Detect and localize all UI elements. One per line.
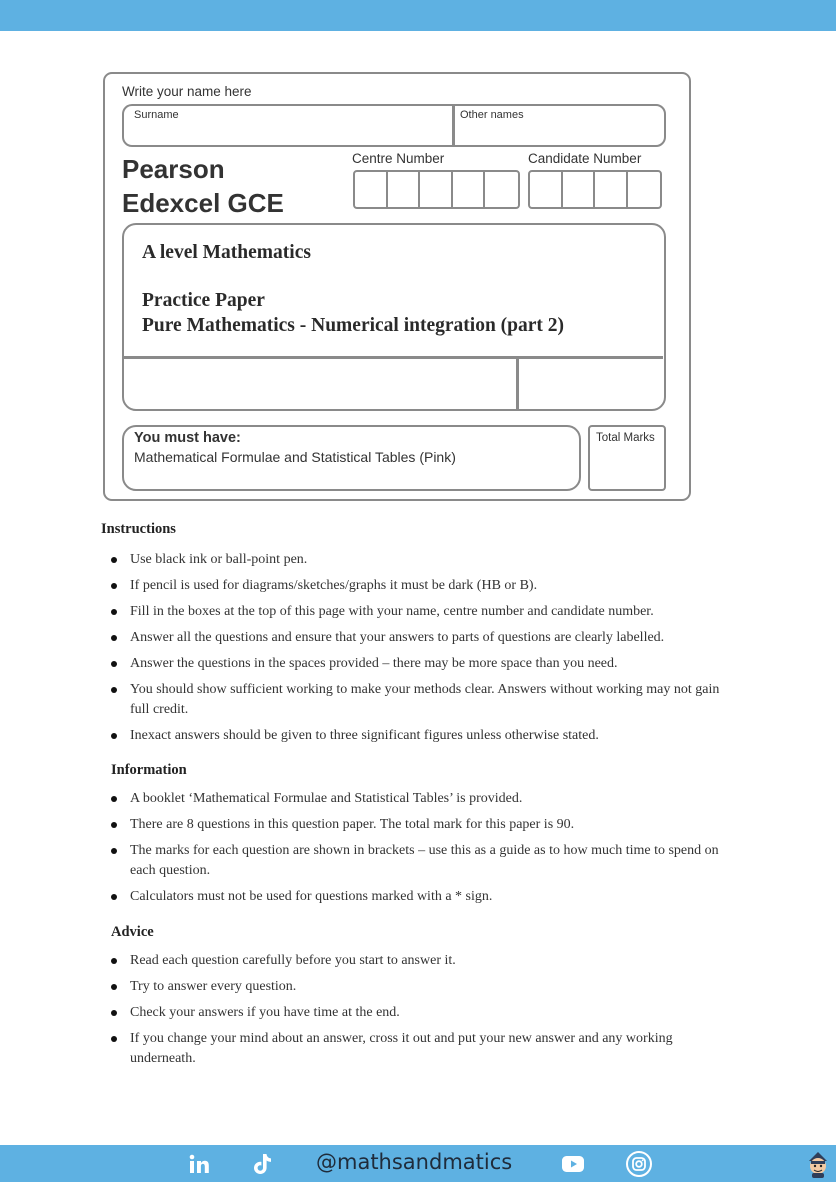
- list-item: If pencil is used for diagrams/sketches/graphs it must be dark (HB or B).: [100, 576, 740, 596]
- name-prompt: Write your name here: [122, 84, 252, 99]
- list-item: Fill in the boxes at the top of this page with your name, centre number and candidate number.: [100, 602, 740, 622]
- social-handle[interactable]: @mathsandmatics: [316, 1150, 513, 1174]
- subject-title: A level Mathematics: [142, 242, 311, 263]
- digit-box: [563, 172, 596, 207]
- brand-line-2: Edexcel GCE: [122, 188, 284, 218]
- centre-number-boxes: [353, 170, 520, 209]
- exam-board-brand: [122, 152, 284, 220]
- top-banner: [0, 0, 836, 31]
- list-item: Inexact answers should be given to three significant figures unless otherwise stated.: [100, 726, 740, 746]
- title-divider: [124, 356, 663, 359]
- youtube-icon[interactable]: [561, 1152, 585, 1176]
- digit-box: [485, 172, 518, 207]
- list-item: If you change your mind about an answer, cross it out and put your new answer and any working underneath.: [100, 1029, 740, 1068]
- list-item: A booklet ‘Mathematical Formulae and Statistical Tables’ is provided.: [100, 789, 740, 809]
- total-marks-box: [588, 425, 666, 491]
- digit-box: [355, 172, 388, 207]
- surname-label: Surname: [134, 109, 179, 121]
- list-item: Answer the questions in the spaces provided – there may be more space than you need.: [100, 654, 740, 674]
- information-list: [100, 789, 740, 913]
- other-names-label: Other names: [460, 109, 524, 121]
- paper-title: Pure Mathematics - Numerical integration (part 2): [142, 315, 565, 336]
- list-item: Calculators must not be used for questions marked with a * sign.: [100, 887, 740, 907]
- mascot-logo: [803, 1149, 833, 1179]
- tiktok-icon[interactable]: [251, 1152, 273, 1176]
- list-item: There are 8 questions in this question paper. The total mark for this paper is 90.: [100, 815, 740, 835]
- list-item: The marks for each question are shown in brackets – use this as a guide as to how much time to spend on each question.: [100, 841, 740, 880]
- total-marks-label: Total Marks: [596, 432, 655, 444]
- list-item: Read each question carefully before you start to answer it.: [100, 951, 740, 971]
- advice-list: [100, 951, 740, 1075]
- paper-title-box: [122, 223, 666, 411]
- digit-box: [530, 172, 563, 207]
- digit-box: [595, 172, 628, 207]
- must-have-text: Mathematical Formulae and Statistical Tables (Pink): [134, 449, 456, 465]
- information-heading: Information: [111, 762, 187, 778]
- list-item: Use black ink or ball-point pen.: [100, 550, 740, 570]
- digit-box: [388, 172, 421, 207]
- instructions-list: [100, 550, 740, 752]
- name-box: [122, 104, 666, 147]
- must-have-box: [122, 425, 581, 491]
- brand-line-1: Pearson: [122, 154, 225, 184]
- must-have-heading: You must have:: [134, 430, 241, 446]
- digit-box: [453, 172, 486, 207]
- digit-box: [420, 172, 453, 207]
- digit-box: [628, 172, 661, 207]
- advice-heading: Advice: [111, 924, 154, 940]
- title-divider-vertical: [516, 358, 519, 410]
- name-divider: [452, 104, 455, 146]
- candidate-number-boxes: [528, 170, 662, 209]
- linkedin-icon[interactable]: [188, 1152, 210, 1176]
- list-item: Check your answers if you have time at the end.: [100, 1003, 740, 1023]
- paper-type: Practice Paper: [142, 290, 265, 311]
- instagram-icon[interactable]: [625, 1152, 653, 1176]
- candidate-number-label: Candidate Number: [528, 151, 642, 166]
- list-item: You should show sufficient working to make your methods clear. Answers without working may not gain full credit.: [100, 680, 740, 719]
- instructions-heading: Instructions: [101, 521, 176, 537]
- list-item: Try to answer every question.: [100, 977, 740, 997]
- list-item: Answer all the questions and ensure that your answers to parts of questions are clearly labelled.: [100, 628, 740, 648]
- centre-number-label: Centre Number: [352, 151, 445, 166]
